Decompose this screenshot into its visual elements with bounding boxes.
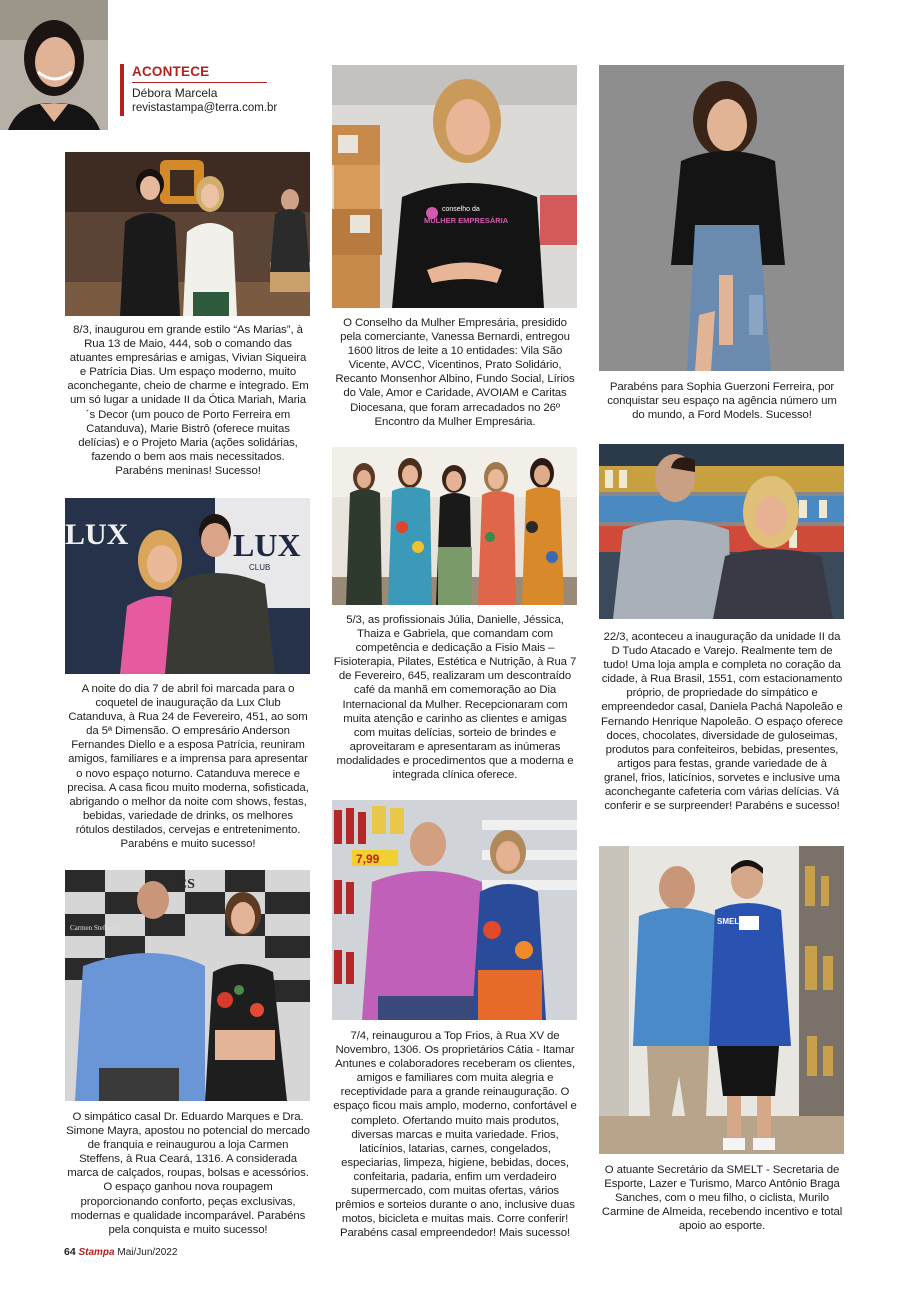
photo-sophia <box>599 65 844 371</box>
photo-conselho-mulher <box>332 65 577 308</box>
jersey-text: SMELT <box>717 917 744 926</box>
author-name: Débora Marcela <box>132 86 218 100</box>
magazine-brand: Stampa <box>78 1247 115 1258</box>
photo-top-frios <box>332 800 577 1020</box>
cs-brand-label: Carmen Steffens <box>70 924 117 932</box>
caption-conselho-mulher: O Conselho da Mulher Empresária, presidido pela comerciante, Vanessa Bernardi, entregou 1600 litros de leite a 10 entidades: Vila São Vicente, AVCC, Vicentinos, Prato Solidário, Recanto Monsenhor Albino, Fundo Social, Lírios do Vale, Amor e Caridade, AVOIAM e Caritas Diocesana, que foram arrecadados no 26º Encontro da Mulher Empresária. <box>335 317 575 428</box>
page-footer <box>64 1246 177 1258</box>
price-tag: 7,99 <box>356 852 380 866</box>
lux-logo-right: LUX <box>233 527 301 563</box>
section-accent-bar <box>120 64 124 116</box>
cs-logo: CS <box>177 877 195 892</box>
caption-smelt: O atuante Secretário da SMELT - Secretaria de Esporte, Lazer e Turismo, Marco Antônio Braga Sanches, com o meu filho, o ciclista, Murilo Carmine de Almeida, recebendo incentivo e total apoio ao esporte. <box>601 1164 843 1233</box>
photo-smelt <box>599 846 844 1154</box>
photo-as-marias <box>65 152 310 316</box>
author-email[interactable]: revistastampa@terra.com.br <box>132 102 278 114</box>
caption-fisio-mais: 5/3, as profissionais Júlia, Danielle, Jéssica, Thaiza e Gabriela, que comandam com competência e dedicação a Fisio Mais – Fisioterapia, Pilates, Estética e Nutrição, à Rua 7 de Fevereiro, 645, realizaram um descontraído café da manhã em comemoração ao Dia Internacional da Mulher. Recepcionaram com muita atenção e carinho as clientes e amigas com muitas delícias, sorteio de brindes e aproveitaram e apresentaram as inúmeras modalidades e procedimentos que a moderna e integrada clínica oferece. <box>333 614 577 782</box>
shirt-text-2: MULHER EMPRESÁRIA <box>424 216 509 225</box>
section-title: ACONTECE <box>132 64 210 79</box>
caption-carmen-steffens: O simpático casal Dr. Eduardo Marques e Dra. Simone Mayra, apostou no potencial do mercado de franquia e reinaugurou a loja Carmen Steffens, à Rua Ceará, 1316. A considerada marca de calçados, roupas, bolsas e acessórios. O espaço ganhou nova roupagem proporcionando conforto, peças exclusivas, modernas e qualidade incomparável. Parabéns pela conquista e muito sucesso! <box>66 1111 310 1236</box>
photo-carmen-steffens <box>65 870 310 1101</box>
photo-d-tudo <box>599 444 844 619</box>
section-rule <box>132 82 267 83</box>
caption-d-tudo: 22/3, aconteceu a inauguração da unidade II da D Tudo Atacado e Varejo. Realmente tem de tudo! Uma loja ampla e completa no coração da cidade, à Rua Brasil, 1551, com estacionamento próprio, de propriedade do simpático e empreendedor casal, Daniela Pachá Napoleão e Fernando Henrique Napoleão. O espaço oferece doces, chocolates, diversidade de guloseimas, produtos para confeiteiros, bebidas, presentes, artigos para festas, grande variedade de à granel, frios, laticínios, sorvetes e inclusive uma aconchegante cafeteria com várias delícias. Vá conferir e se surpreender! Parabéns e sucesso! <box>601 631 843 813</box>
lux-logo-left: LUX <box>65 518 129 551</box>
issue-date: Mai/Jun/2022 <box>117 1247 178 1258</box>
author-portrait <box>0 0 108 130</box>
caption-sophia: Parabéns para Sophia Guerzoni Ferreira, por conquistar seu espaço na agência número um do mundo, a Ford Models. Sucesso! <box>607 381 837 422</box>
shirt-text-1: conselho da <box>442 206 480 213</box>
caption-as-marias: 8/3, inaugurou em grande estilo “As Marias”, à Rua 13 de Maio, 444, sob o comando das atuantes empresárias e amigas, Vivian Siqueira e Patrícia Dias. Um espaço moderno, muito aconchegante, cheio de charme e integrado. Em um só lugar a unidade II da Ótica Mariah, Maria´s Decor (um pouco de Porto Ferreira em Catanduva), Marie Bistrô (oferece muitas delícias) e o Projeto Maria (ações solidárias, fazendo o bem aos mais necessitados. Parabéns meninas! Sucesso! <box>67 324 309 477</box>
photo-lux-club <box>65 498 310 674</box>
page-number: 64 <box>64 1246 76 1258</box>
photo-fisio-mais <box>332 447 577 605</box>
lux-logo-sub: CLUB <box>249 563 271 572</box>
caption-lux-club: A noite do dia 7 de abril foi marcada para o coquetel de inauguração da Lux Club Catanduva, à Rua 24 de Fevereiro, 451, ao som da 5ª Dimensão. O empresário Anderson Fernandes Diello e a esposa Patrícia, reuniram amigos, familiares e a imprensa para apresentar o novo espaço noturno. Catanduva merece e precisa. A casa ficou muito moderna, sofisticada, abrigando o melhor da noite com shows, festas, bebidas, variedade de drinks, os melhores rótulos destilados, cervejas e entretenimento. Parabéns e muito sucesso! <box>67 683 309 851</box>
caption-top-frios: 7/4, reinaugurou a Top Frios, à Rua XV de Novembro, 1306. Os proprietários Cátia - Itamar Antunes e colaboradores receberam os clientes, amigos e familiares com muita alegria e receptividade para a grande reinauguração. O espaço ficou mais amplo, moderno, confortável e completo. Ofertando muito mais produtos, diversas marcas e muita variedade. Frios, laticínios, latarias, carnes, congelados, especiarias, limpeza, higiene, bebidas, doces, confeitaria, padaria, enfim um verdadeiro supermercado, com muitas ofertas, vários prêmios e sorteios durante o ano, inclusive duas motos, bicicleta e muitas mais. Corre conferir! Parabéns casal empreendedor! Mais sucesso! <box>333 1030 577 1240</box>
